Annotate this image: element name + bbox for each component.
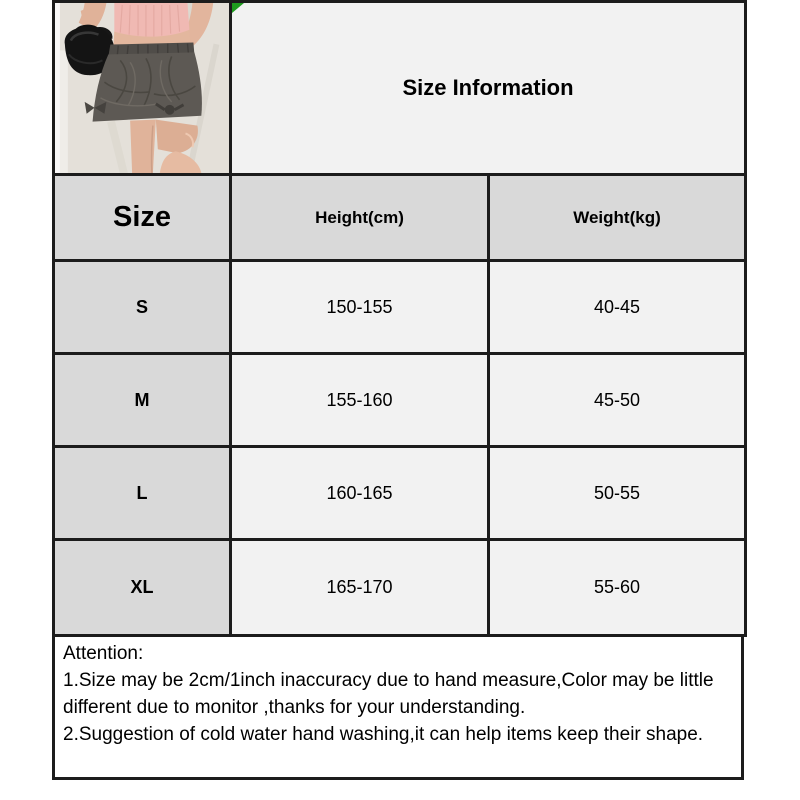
- column-header-weight: Weight(kg): [489, 175, 746, 261]
- size-table: [52, 0, 747, 637]
- attention-note-2: 2.Suggestion of cold water hand washing,it can help items keep their shape.: [63, 724, 704, 746]
- weight-cell: 40-45: [489, 261, 746, 354]
- column-header-size: Size: [54, 175, 231, 261]
- weight-cell: 50-55: [489, 447, 746, 540]
- size-information-header-cell: [231, 2, 746, 175]
- column-header-row: [54, 175, 746, 261]
- size-cell: XL: [54, 540, 231, 636]
- product-photo: [55, 3, 229, 173]
- table-row-s: [54, 261, 746, 354]
- attention-note-1: 1.Size may be 2cm/1inch inaccuracy due to hand measure,Color may be little different due to monitor ,thanks for your understanding.: [63, 670, 714, 719]
- height-cell: 160-165: [231, 447, 489, 540]
- weight-cell: 45-50: [489, 354, 746, 447]
- attention-box: [52, 634, 744, 780]
- size-cell: L: [54, 447, 231, 540]
- weight-cell: 55-60: [489, 540, 746, 636]
- height-cell: 150-155: [231, 261, 489, 354]
- green-corner-marker: [232, 3, 244, 13]
- size-cell: M: [54, 354, 231, 447]
- table-row-m: [54, 354, 746, 447]
- product-photo-cell: [54, 2, 231, 175]
- height-cell: 155-160: [231, 354, 489, 447]
- attention-title: Attention:: [63, 643, 144, 665]
- photo-header-row: [54, 2, 746, 175]
- size-chart-sheet: [52, 0, 744, 780]
- size-cell: S: [54, 261, 231, 354]
- height-cell: 165-170: [231, 540, 489, 636]
- table-row-l: [54, 447, 746, 540]
- page-title: Size Information: [402, 75, 574, 101]
- table-row-xl: [54, 540, 746, 636]
- column-header-height: Height(cm): [231, 175, 489, 261]
